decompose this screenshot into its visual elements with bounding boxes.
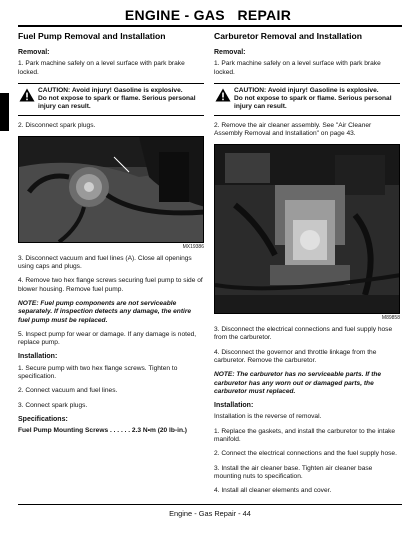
install-step-2: 2. Connect vacuum and fuel lines.: [18, 387, 118, 395]
carburetor-illustration: [215, 145, 400, 313]
figure-id-left: MX19386: [182, 243, 204, 250]
page-header: [0, 0, 416, 26]
specifications-heading: Specifications:: [18, 415, 68, 423]
step-1: 1. Park machine safely on a level surface with park brake locked.: [18, 60, 185, 76]
install-step-1: 1. Replace the gaskets, and install the carburetor to the intake manifold.: [214, 427, 396, 444]
fuel-pump-illustration: [19, 137, 204, 242]
step-4: 4. Remove two hex flange screws securing fuel pump to side of blower housing. Remove fuel pump.: [18, 277, 203, 293]
install-step-4: 4. Install all cleaner elements and cover.: [214, 487, 332, 495]
removal-heading: Removal:: [18, 49, 50, 56]
page-footer: [18, 504, 402, 518]
caution-box: [18, 83, 204, 116]
fuel-pump-photo: [18, 136, 204, 243]
install-step-3: 3. Install the air cleaner base. Tighten air cleaner base mounting nuts to specification.: [214, 464, 373, 480]
section-title-fuel-pump: Fuel Pump Removal and Installation: [18, 31, 166, 41]
warning-triangle-icon: [215, 88, 231, 102]
page-title: ENGINE - GAS REPAIR: [124, 7, 292, 23]
installation-heading: Installation:: [214, 402, 254, 410]
installation-heading: Installation:: [18, 353, 58, 361]
install-intro: Installation is the reverse of removal.: [214, 413, 322, 421]
header-rule: [18, 25, 402, 27]
install-step-3: 3. Connect spark plugs.: [18, 401, 88, 409]
section-tab-marker: [0, 93, 9, 131]
removal-heading: Removal:: [214, 49, 246, 56]
spec-line: Fuel Pump Mounting Screws . . . . . . 2.3 N•m (20 lb-in.): [18, 427, 188, 435]
footer-rule: [18, 504, 402, 505]
warning-triangle-icon: [19, 88, 35, 102]
caution-text: [234, 87, 400, 112]
section-title-carburetor: Carburetor Removal and Installation: [214, 31, 363, 41]
footer-page-label: Engine - Gas Repair - 44: [169, 509, 251, 518]
carburetor-photo: [214, 144, 400, 314]
caution-line-1: CAUTION: Avoid injury! Gasoline is explosive.: [38, 86, 183, 94]
step-2: 2. Remove the air cleaner assembly. See "Air Cleaner Assembly Removal and Installation" on page 43.: [214, 121, 372, 137]
figure-id-right: M89858: [381, 315, 400, 322]
step-5: 5. Inspect pump for wear or damage. If any damage is noted, replace pump.: [18, 330, 197, 347]
caution-text: [38, 87, 204, 112]
install-step-1: 1. Secure pump with two hex flange screws. Tighten to specification.: [18, 364, 178, 381]
install-step-2: 2. Connect the electrical connections and the fuel supply hose.: [214, 450, 397, 458]
note-carburetor: NOTE: The carburetor has no serviceable parts. If the carburetor has any worn out or damaged parts, the carburetor must replaced.: [214, 371, 382, 395]
step-2: 2. Disconnect spark plugs.: [18, 121, 96, 129]
caution-line-2: Do not expose to spark or flame. Serious personal injury can result.: [38, 95, 196, 111]
step-4: 4. Disconnect the governor and throttle linkage from the carburetor. Remove the carburetor.: [214, 348, 377, 364]
step-3: 3. Disconnect vacuum and fuel lines (A). Close all openings using caps and plugs.: [18, 254, 192, 271]
step-3: 3. Disconnect the electrical connections and fuel supply hose from the carburetor.: [214, 326, 393, 342]
step-1: 1. Park machine safely on a level surface with park brake locked.: [214, 60, 381, 76]
caution-line-1: CAUTION: Avoid injury! Gasoline is explosive.: [234, 86, 379, 94]
note-fuel-pump: NOTE: Fuel pump components are not serviceable separately. If inspection detects any damage, the entire fuel pump must be replaced.: [18, 299, 192, 324]
caution-line-2: Do not expose to spark or flame. Serious personal injury can result.: [234, 95, 392, 111]
left-column: [18, 31, 204, 442]
right-column: [214, 31, 400, 502]
caution-box: [214, 83, 400, 116]
